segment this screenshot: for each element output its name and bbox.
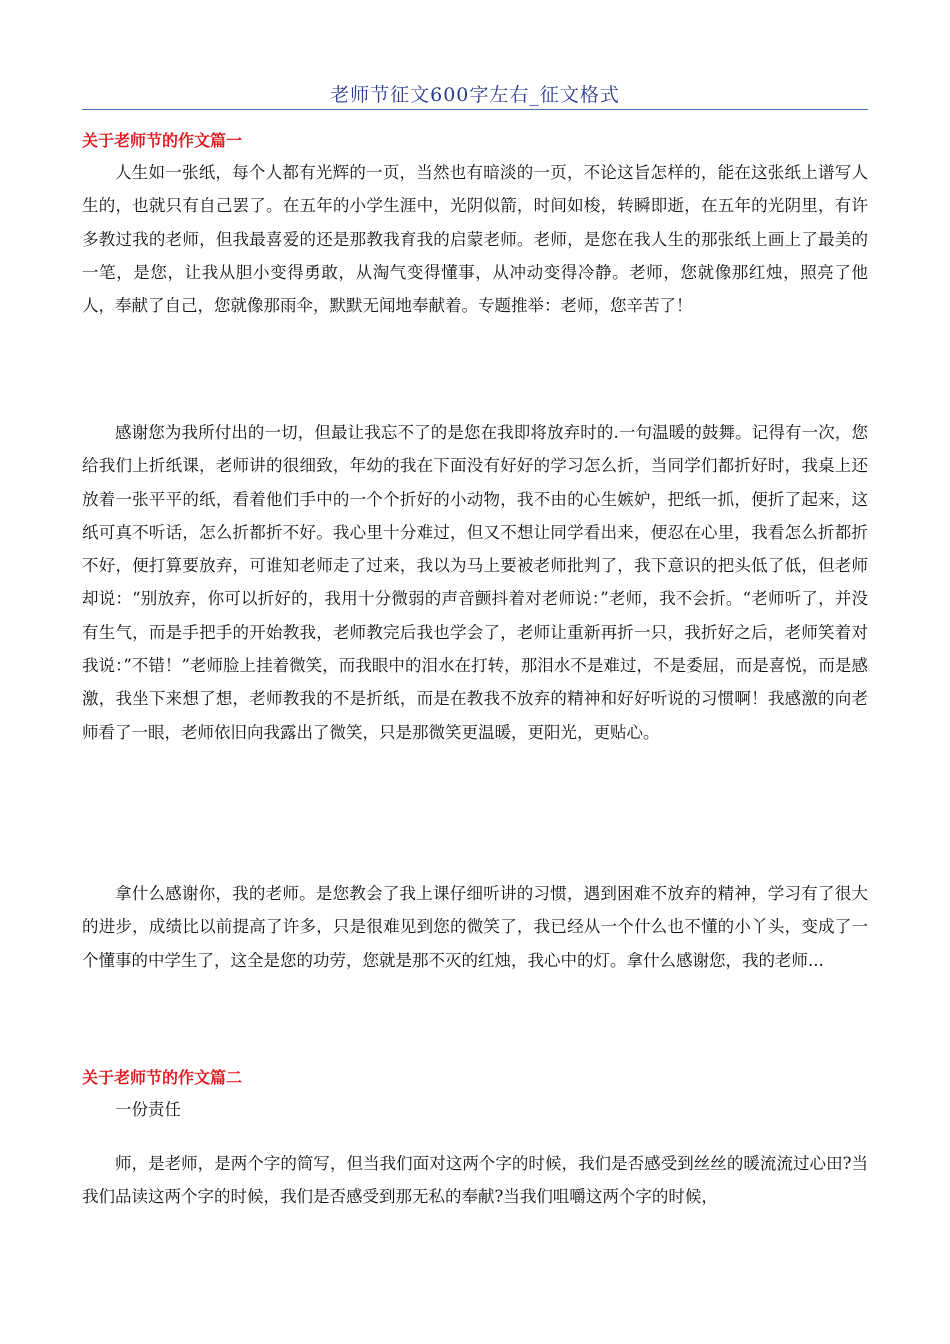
- title-divider: [82, 109, 868, 110]
- section-heading-1: 关于老师节的作文篇一: [82, 131, 243, 150]
- document-title: 老师节征文600字左右_征文格式: [330, 84, 620, 106]
- paragraph-2-1: 一份责任: [115, 1100, 181, 1119]
- paragraph-1-2: 感谢您为我所付出的一切，但最让我忘不了的是您在我即将放弃时的.一句温暖的鼓舞。记得有一次，您给我们上折纸课，老师讲的很细致，年幼的我在下面没有好好的学习怎么折，当同学们都折好时，我桌上还放着一张平平的纸，看着他们手中的一个个折好的小动物，我不由的心生嫉妒，把纸一抓，便折了起来，这纸可真不听话，怎么折都折不好。我心里十分难过，但又不想让同学看出来，便忍在心里，我看怎么折都折不好，便打算要放弃，可谁知老师走了过来，我以为马上要被老师批判了，我下意识的把头低了低，但老师却说：“别放弃，你可以折好的，我用十分微弱的声音颤抖着对老师说：”老师，我不会折。“老师听了，并没有生气，而是手把手的开始教我，老师教完后我也学会了，老师让重新再折一只，我折好之后，老师笑着对我说：”不错！”老师脸上挂着微笑，而我眼中的泪水在打转，那泪水不是难过，不是委屈，而是喜悦，而是感激，我坐下来想了想，老师教我的不是折纸，而是在教我不放弃的精神和好好听说的习惯啊！我感激的向老师看了一眼，老师依旧向我露出了微笑，只是那微笑更温暖，更阳光，更贴心。: [82, 423, 868, 742]
- paragraph-1-1: 人生如一张纸，每个人都有光辉的一页，当然也有暗淡的一页，不论这旨怎样的，能在这张纸上谱写人生的，也就只有自己罢了。在五年的小学生涯中，光阴似箭，时间如梭，转瞬即逝，在五年的光阴里，有许多教过我的老师，但我最喜爱的还是那教我育我的启蒙老师。老师，是您在我人生的那张纸上画上了最美的一笔，是您，让我从胆小变得勇敢，从淘气变得懂事，从冲动变得冷静。老师，您就像那红烛，照亮了他人，奉献了自己，您就像那雨伞，默默无闻地奉献着。专题推举：老师，您辛苦了！: [82, 163, 868, 316]
- section-heading-2: 关于老师节的作文篇二: [82, 1068, 243, 1087]
- paragraph-1-3: 拿什么感谢你，我的老师。是您教会了我上课仔细听讲的习惯，遇到困难不放弃的精神，学习有了很大的进步，成绩比以前提高了许多，只是很难见到您的微笑了，我已经从一个什么也不懂的小丫头，变成了一个懂事的中学生了，这全是您的功劳，您就是那不灭的红烛，我心中的灯。拿什么感谢您，我的老师...: [82, 884, 868, 970]
- paragraph-2-2: 师，是老师，是两个字的简写，但当我们面对这两个字的时候，我们是否感受到丝丝的暖流流过心田?当我们品读这两个字的时候，我们是否感受到那无私的奉献?当我们咀嚼这两个字的时候，: [82, 1154, 868, 1207]
